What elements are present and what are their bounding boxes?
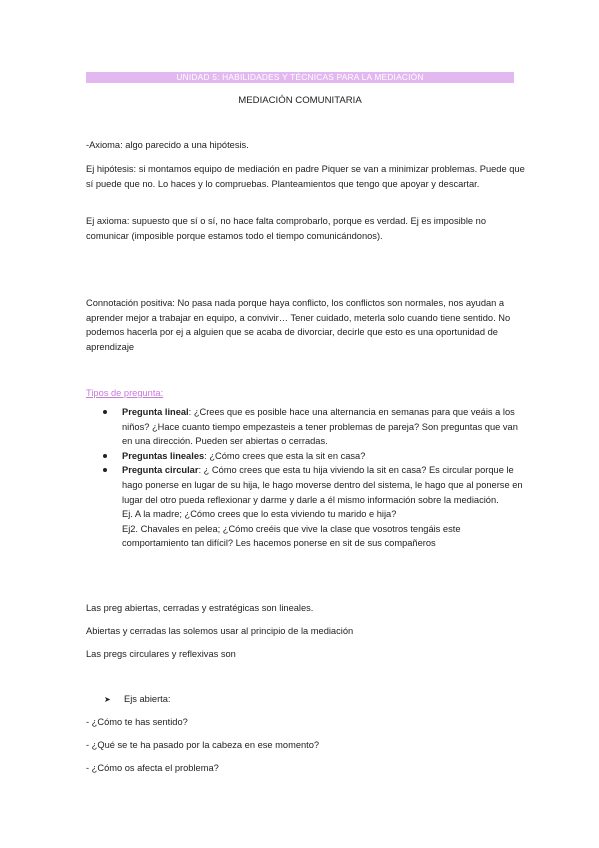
connotacion-paragraph: Connotación positiva: No pasa nada porque haya conflicto, los conflictos son normales, nos ayudan a aprender mejor a trabajar en equipo, a convivir… Tener cuidado, meterla solo cuando tiene sentido. No podemos hacerla por ej a alguien que se acaba de divorciar, decirle que esto es una oportunidad de aprendizaje xyxy=(86,298,511,352)
ejs-item: - ¿Cómo te has sentido? xyxy=(86,717,188,727)
bullet-icon xyxy=(103,410,107,414)
bullet-icon xyxy=(103,454,107,458)
tipos-link: Tipos de pregunta: xyxy=(86,388,164,398)
axioma-example: Ej axioma: supuesto que sí o sí, no hace falta comprobarlo, porque es verdad. Ej es imposible no comunicar (imposible porque estamos todo el tiempo comunicándonos). xyxy=(86,216,486,241)
bullet-term: Pregunta circular xyxy=(122,465,199,476)
bullet-text: : ¿Crees que es posible hace una alternancia en semanas para que veáis a los niños? ¿Hace cuanto tiempo empezasteis a tener problemas de pareja? Son preguntas que van en una dirección. Pueden ser abiertas o cerradas. xyxy=(122,407,518,447)
circulares-line: Las pregs circulares y reflexivas son xyxy=(86,649,236,659)
bullet-icon xyxy=(103,468,107,472)
bullet-example-1: Ej. A la madre; ¿Cómo crees que lo esta viviendo tu marido e hija? xyxy=(122,509,397,520)
document-subtitle: MEDIACIÓN COMUNITARIA xyxy=(238,95,362,106)
list-item xyxy=(86,463,526,551)
unit-title-bar: UNIDAD 5: HABILIDADES Y TÉCNICAS PARA LA MEDIACIÓN xyxy=(86,72,514,83)
preg-lineales-line: Las preg abiertas, cerradas y estratégicas son lineales. xyxy=(86,603,314,613)
bullet-term: Preguntas lineales xyxy=(122,450,205,461)
hipotesis-example: Ej hipótesis: si montamos equipo de mediación en padre Piquer se van a minimizar problemas. Puede que sí puede que no. Lo haces y lo compruebas. Planteamientos que tengo que apoyar y descartar. xyxy=(86,164,525,189)
bullet-example-2: Ej2. Chavales en pelea; ¿Cómo creéis que vive la clase que vosotros tengáis este comportamiento tan difícil? Les hacemos ponerse en sit de sus compañeros xyxy=(122,523,461,549)
bullet-text: : ¿Cómo crees que esta la sit en casa? xyxy=(204,450,366,461)
list-item xyxy=(86,449,526,464)
ejs-item: - ¿Cómo os afecta el problema? xyxy=(86,763,219,773)
ejs-item: - ¿Qué se te ha pasado por la cabeza en ese momento? xyxy=(86,740,320,750)
ejs-heading-label: Ejs abierta: xyxy=(124,694,171,704)
ejs-heading xyxy=(104,692,171,707)
question-types-list xyxy=(86,405,526,551)
list-item xyxy=(86,405,526,449)
abiertas-cerradas-line: Abiertas y cerradas las solemos usar al principio de la mediación xyxy=(86,626,354,636)
bullet-text: : ¿ Cómo crees que esta tu hija viviendo la sit en casa? Es circular porque le hago ponerse en lugar de su hija, le hago moverse dentro del sistema, le hago que al ponerse en lugar del otro pueda reflexionar y darme y darle a él mismo información sobre la mediación. xyxy=(122,465,523,505)
arrow-bullet-icon: ➤ xyxy=(104,695,111,704)
bullet-term: Pregunta lineal xyxy=(122,407,189,417)
axioma-definition: -Axioma: algo parecido a una hipótesis. xyxy=(86,140,249,150)
tipos-heading xyxy=(86,386,526,401)
